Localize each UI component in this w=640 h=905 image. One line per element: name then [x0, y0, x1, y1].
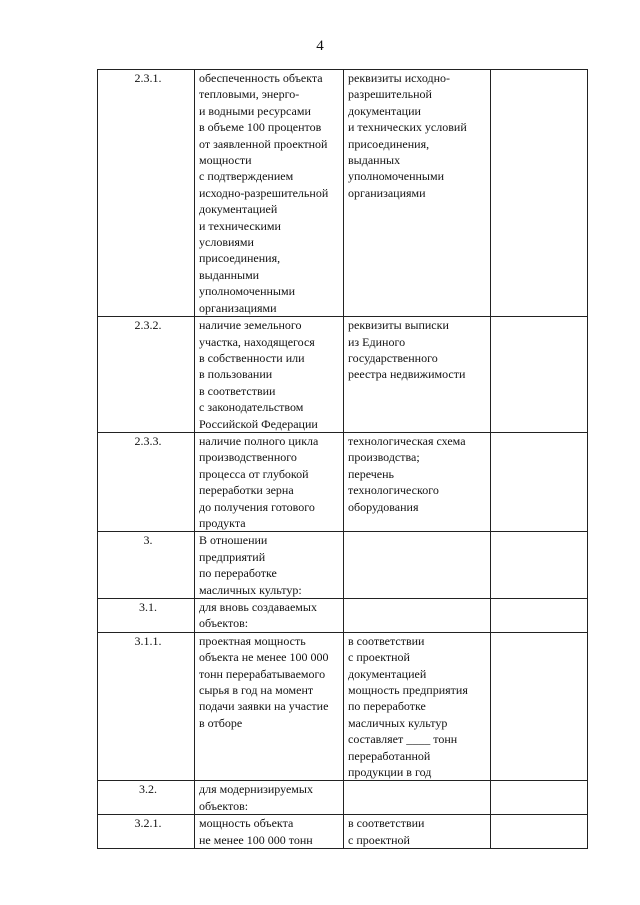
table-row: [98, 70, 588, 317]
row-number: 3.1.1.: [98, 632, 195, 781]
evidence-cell: технологическая схема производства; перечень технологического оборудования: [344, 432, 491, 531]
criterion-cell: для модернизируемых объектов:: [195, 781, 344, 815]
criterion-cell: обеспеченность объекта тепловыми, энерго- и водными ресурсами в объеме 100 процентов от заявленной проектной мощности с подтверждением исходно-разрешительной документацией и техническими условиями присоединения, выданными уполномоченными организациями: [195, 70, 344, 317]
table-row: [98, 532, 588, 599]
evidence-cell: [344, 532, 491, 599]
row-number: 3.2.: [98, 781, 195, 815]
evidence-cell: в соответствии с проектной документацией мощность предприятия по переработке масличных культур составляет ____ тонн переработанной продукции в год: [344, 632, 491, 781]
criterion-cell: мощность объекта не менее 100 000 тонн: [195, 815, 344, 849]
page-number: 4: [316, 38, 324, 54]
row-number: 3.2.1.: [98, 815, 195, 849]
criteria-table: [97, 69, 588, 849]
row-number: 2.3.2.: [98, 317, 195, 433]
table-row: [98, 632, 588, 781]
extra-cell: [491, 532, 588, 599]
row-number: 3.1.: [98, 599, 195, 633]
criterion-cell: для вновь создаваемых объектов:: [195, 599, 344, 633]
criterion-cell: наличие земельного участка, находящегося в собственности или в пользовании в соответствии с законодательством Российской Федерации: [195, 317, 344, 433]
extra-cell: [491, 815, 588, 849]
criterion-cell: наличие полного цикла производственного процесса от глубокой переработки зерна до получения готового продукта: [195, 432, 344, 531]
evidence-cell: реквизиты исходно- разрешительной документации и технических условий присоединения, выданных уполномоченными организациями: [344, 70, 491, 317]
table-row: [98, 599, 588, 633]
evidence-cell: в соответствии с проектной: [344, 815, 491, 849]
extra-cell: [491, 317, 588, 433]
evidence-cell: реквизиты выписки из Единого государственного реестра недвижимости: [344, 317, 491, 433]
criterion-cell: проектная мощность объекта не менее 100 000 тонн перерабатываемого сырья в год на момент подачи заявки на участие в отборе: [195, 632, 344, 781]
evidence-cell: [344, 781, 491, 815]
evidence-cell: [344, 599, 491, 633]
table-row: [98, 317, 588, 433]
extra-cell: [491, 599, 588, 633]
extra-cell: [491, 632, 588, 781]
row-number: 2.3.3.: [98, 432, 195, 531]
table-row: [98, 815, 588, 849]
row-number: 3.: [98, 532, 195, 599]
criterion-cell: В отношении предприятий по переработке масличных культур:: [195, 532, 344, 599]
extra-cell: [491, 781, 588, 815]
extra-cell: [491, 432, 588, 531]
extra-cell: [491, 70, 588, 317]
row-number: 2.3.1.: [98, 70, 195, 317]
table-row: [98, 781, 588, 815]
table-row: [98, 432, 588, 531]
